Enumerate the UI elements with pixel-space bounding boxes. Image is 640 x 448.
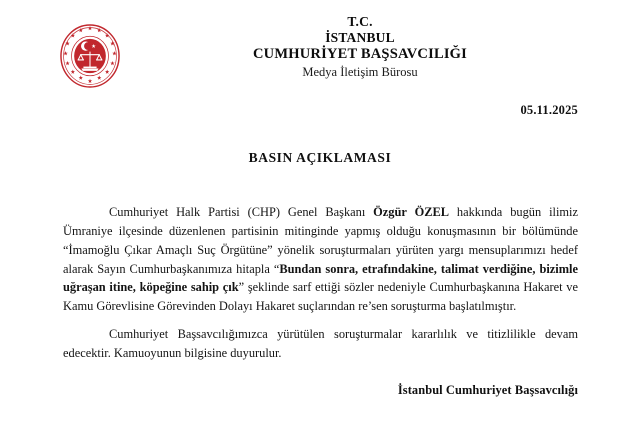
header-line-office: CUMHURİYET BAŞSAVCILIĞI	[253, 45, 467, 62]
header-line-country: T.C.	[347, 14, 373, 29]
signature-line: İstanbul Cumhuriyet Başsavcılığı	[397, 383, 578, 397]
page-title: BASIN AÇIKLAMASI	[248, 150, 392, 165]
paragraph-2: Cumhuriyet Başsavcılığımızca yürütülen soruşturmalar kararlılık ve titizlilikle devam edecektir. Kamuoyunun bilgisine duyurulur.	[63, 327, 578, 360]
document-header	[0, 14, 640, 90]
document-body	[63, 203, 578, 363]
turkish-ministry-of-justice-emblem-icon	[57, 23, 123, 89]
header-line-bureau: Medya İletişim Bürosu	[302, 64, 418, 79]
document-date: 05.11.2025	[520, 103, 578, 117]
header-line-city: İSTANBUL	[325, 29, 395, 45]
header-title-block	[140, 14, 580, 80]
paragraph-1: Cumhuriyet Halk Partisi (CHP) Genel Başkanı Özgür ÖZEL hakkında bugün ilimiz Ümraniye ilçesinde düzenlenen partisinin mitinginde yapmış olduğu konuşmasının bir bölümünde “İmamoğlu Çıkar Amaçlı Suç Örgütüne” yönelik soruşturmaları yürüten yargı mensuplarımızı hedef alarak Sayın Cumhurbaşkanımıza hitapla “Bundan sonra, etrafındakine, talimat verdiğine, bizimle uğraşan itine, köpeğine sahip çık” şeklinde sarf ettiği sözler nedeniyle Cumhurbaşkanına Hakaret ve Kamu Görevlisine Görevinden Dolayı Hakaret suçlarından re’sen soruşturma başlatılmıştır.	[63, 205, 578, 314]
